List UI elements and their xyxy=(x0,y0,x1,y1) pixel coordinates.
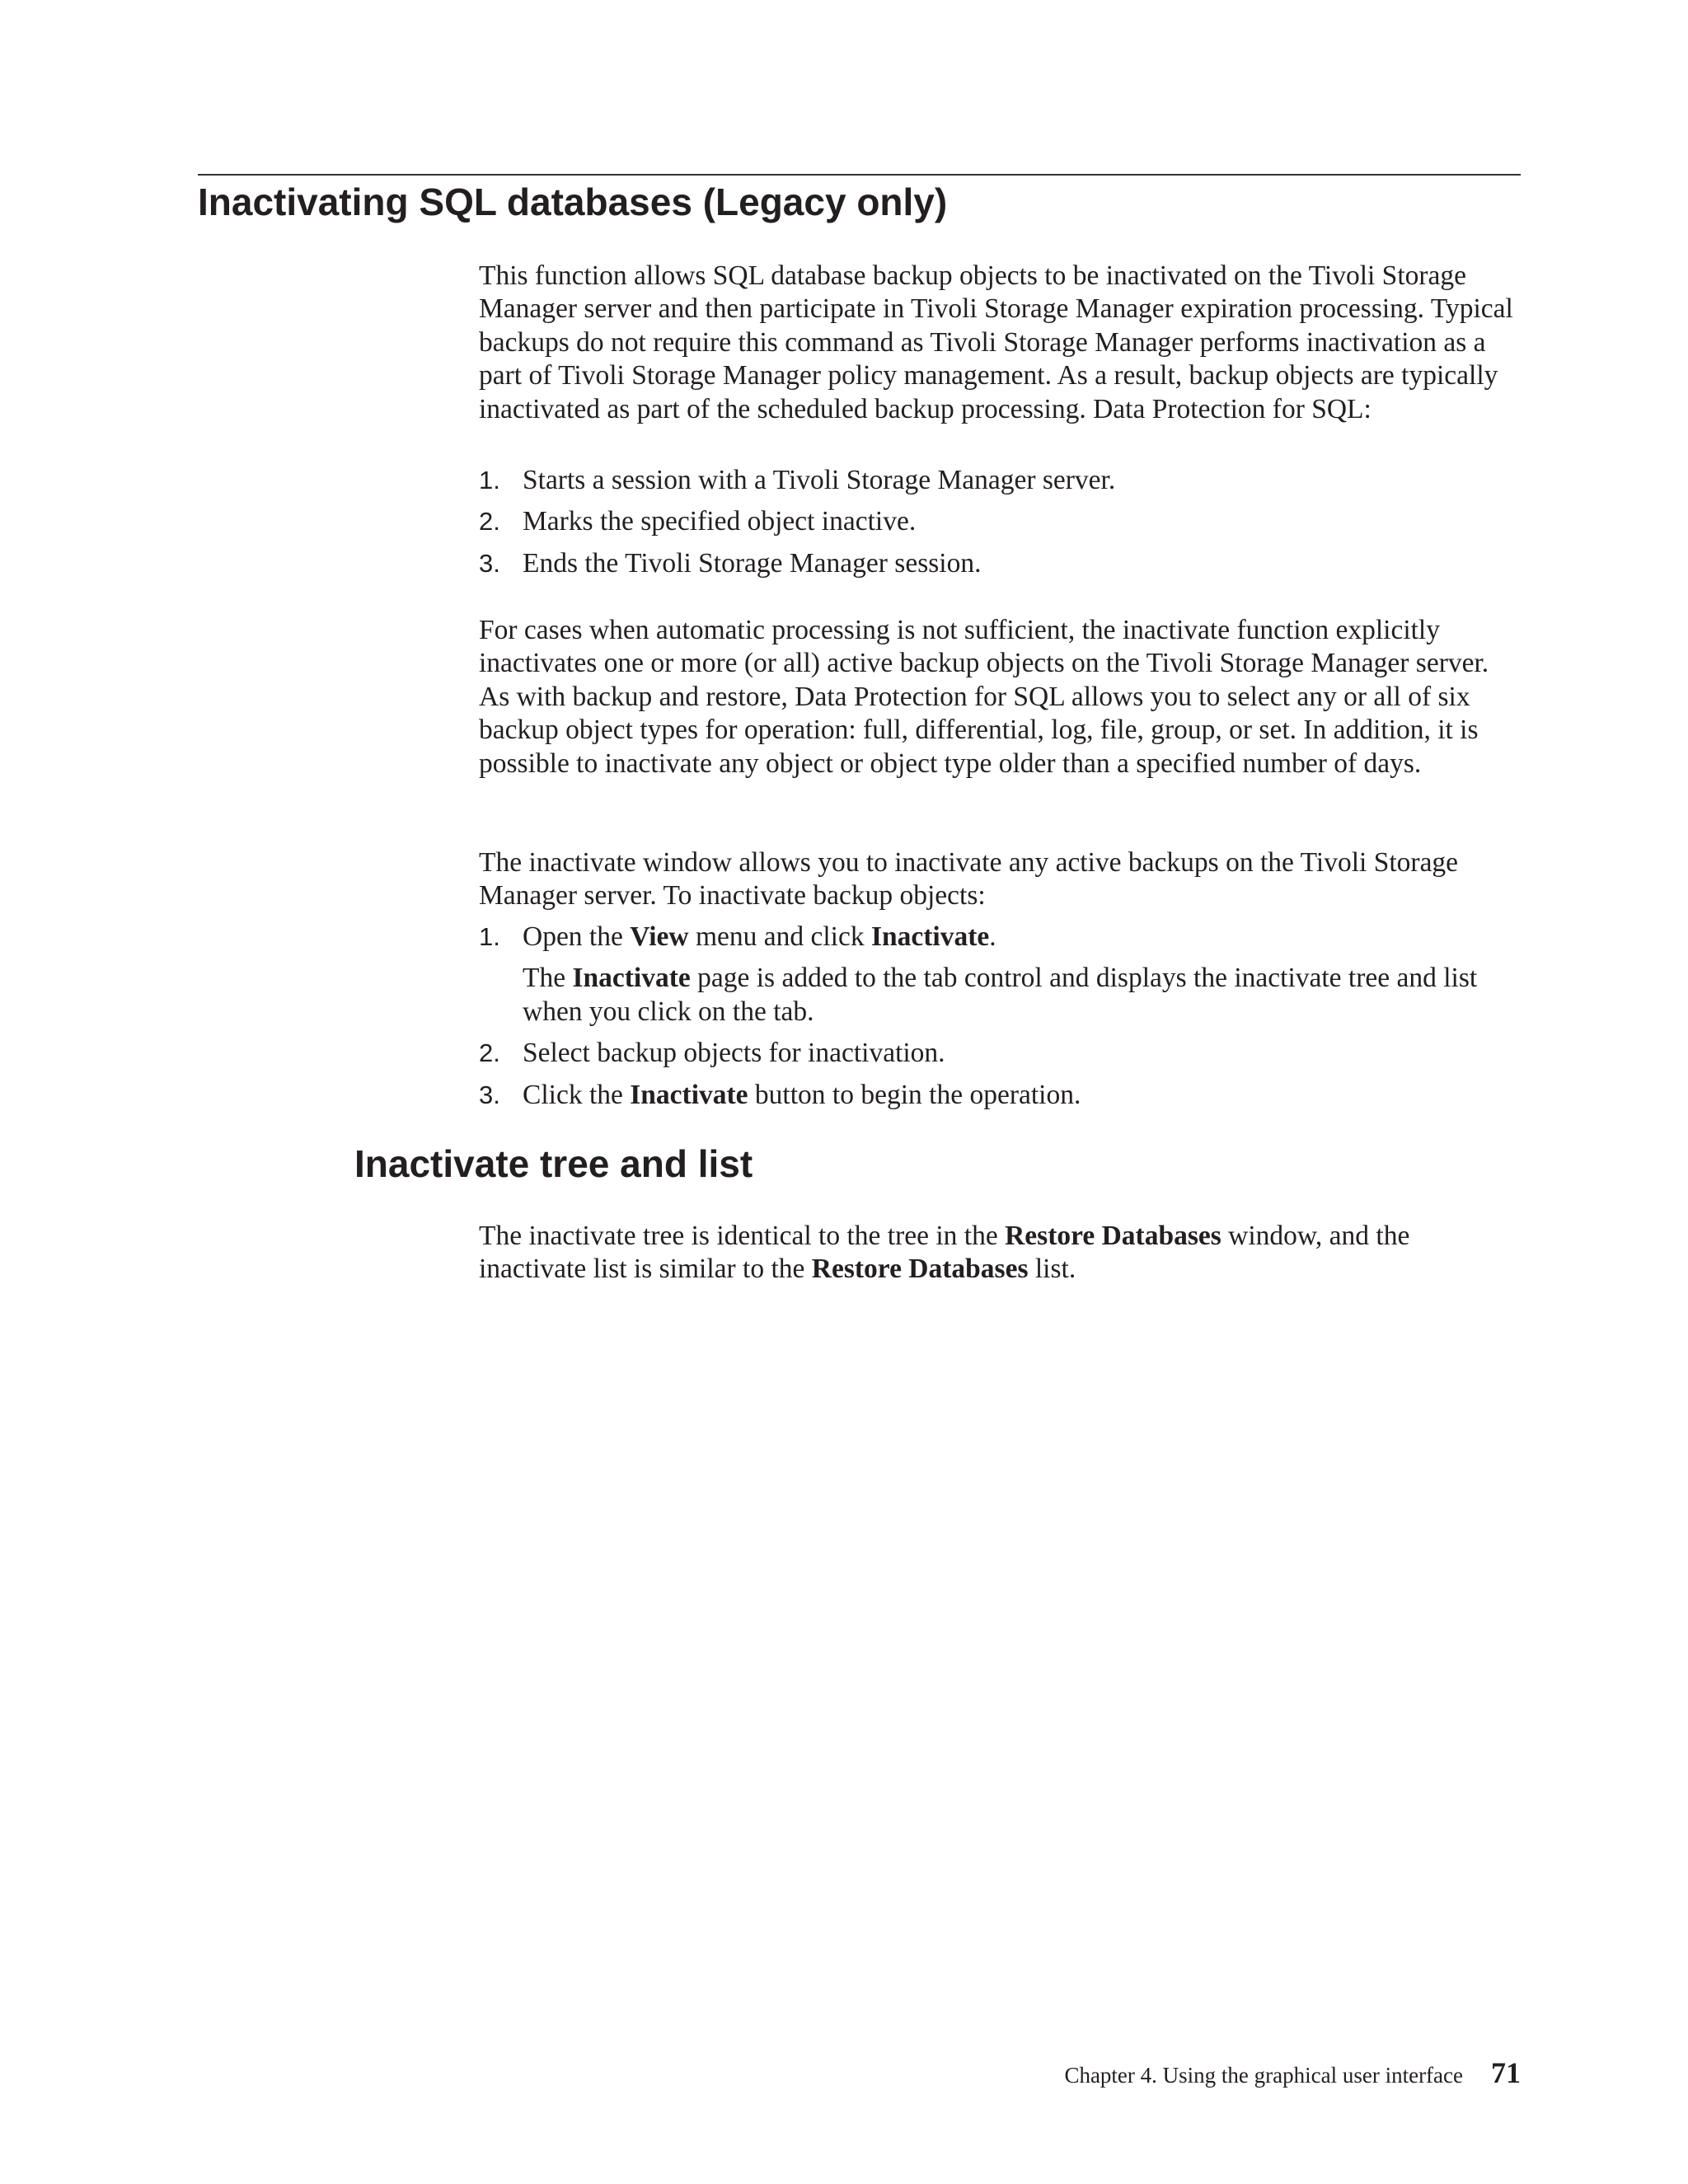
step-text: Starts a session with a Tivoli Storage Manager server. xyxy=(523,465,1116,495)
inactivate-steps-list xyxy=(479,921,1521,1120)
step-number: 3. xyxy=(479,1080,500,1109)
restore-databases-list-ref: Restore Databases xyxy=(811,1254,1029,1285)
tree-list-paragraph: The inactivate tree is identical to the tree in the Restore Databases window, and the inactivate list is similar to the Restore Databases list. xyxy=(479,1221,1410,1285)
subsection-title: Inactivate tree and list xyxy=(354,1142,753,1185)
list-item xyxy=(479,921,1521,1029)
page-number: 71 xyxy=(1491,2056,1521,2089)
step-text: Ends the Tivoli Storage Manager session. xyxy=(523,547,982,579)
list-item xyxy=(479,464,1521,497)
step-number: 2. xyxy=(479,1038,500,1068)
section-rule xyxy=(198,174,1521,176)
step-text: Click the Inactivate button to begin the operation. xyxy=(523,1079,1081,1110)
list-item xyxy=(479,1079,1521,1112)
list-item xyxy=(479,547,1521,580)
inactivate-page-ref: Inactivate xyxy=(572,963,691,994)
step-number: 1. xyxy=(479,466,500,494)
restore-databases-window-ref: Restore Databases xyxy=(1005,1221,1221,1251)
inactivate-button-ref: Inactivate xyxy=(630,1079,748,1110)
inactivate-window-paragraph: The inactivate window allows you to inactivate any active backups on the Tivoli Storage Manager server. To inactivate backup objects: xyxy=(479,847,1459,912)
automatic-processing-paragraph: For cases when automatic processing is not sufficient, the inactivate function explicitly inactivates one or more (or all) active backup objects on the Tivoli Storage Manager server. As with backup and restore, Data Protection for SQL allows you to select any or all of six backup object types for operation: full, differential, log, file, group, or set. In addition, it is possible to inactivate any object or object type older than a specified number of days. xyxy=(479,615,1489,779)
step-text: Open the View menu and click Inactivate. xyxy=(523,921,996,952)
inactivate-menu-item-ref: Inactivate xyxy=(870,921,990,952)
intro-paragraph: This function allows SQL database backup objects to be inactivated on the Tivoli Storage Manager server and then participate in Tivoli Storage Manager expiration processing. Typical backups do not require this command as Tivoli Storage Manager performs inactivation as a part of Tivoli Storage Manager policy management. As a result, backup objects are typically inactivated as part of the scheduled backup processing. Data Protection for SQL: xyxy=(479,260,1513,424)
step-number: 1. xyxy=(479,922,500,951)
step-number: 3. xyxy=(479,548,500,578)
step-number: 2. xyxy=(479,507,500,537)
list-item xyxy=(479,505,1521,538)
step-text: Marks the specified object inactive. xyxy=(523,506,917,537)
section-title: Inactivating SQL databases (Legacy only) xyxy=(198,180,948,223)
step-note: The Inactivate page is added to the tab control and displays the inactivate tree and list when you click on the tab. xyxy=(523,963,1478,1027)
view-menu-ref: View xyxy=(630,921,689,952)
chapter-label: Chapter 4. Using the graphical user interface xyxy=(1064,2063,1463,2088)
process-steps-list xyxy=(479,464,1521,588)
page-footer xyxy=(1064,2056,1521,2092)
list-item xyxy=(479,1037,1521,1070)
step-text: Select backup objects for inactivation. xyxy=(523,1038,945,1069)
